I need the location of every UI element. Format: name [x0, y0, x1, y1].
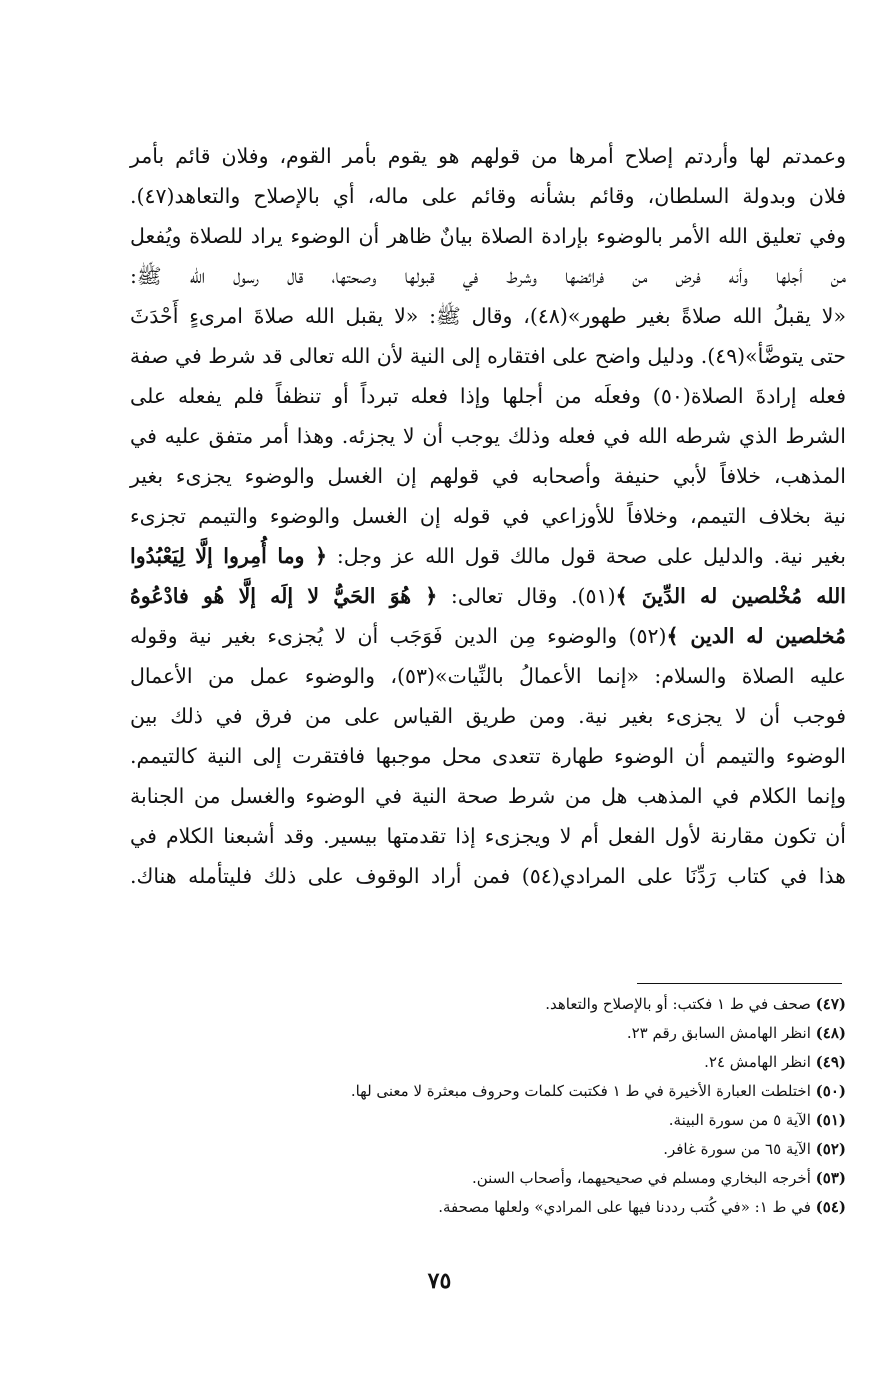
text-segment: «لا يقبلُ الله صلاةً بغير طهور»(٤٨)، وقال ﷺ: «لا يقبل الله صلاةَ امرىءٍ أَحْدَثَ [130, 304, 846, 328]
footnote-number: (٥٣) [815, 1169, 846, 1187]
text-line [130, 136, 846, 176]
text-segment: وإنما الكلام في المذهب هل من شرط صحة النية في الوضوء والغسل من الجنابة [130, 784, 846, 808]
text-line [130, 456, 846, 496]
text-line [130, 216, 846, 256]
text-line [130, 696, 846, 736]
text-segment: نية بخلاف التيمم، وخلافاً للأوزاعي في قوله إن الغسل والوضوء والتيمم تجزىء [130, 504, 846, 528]
footnote-text: اختلطت العبارة الأخيرة في ط ١ فكتبت كلمات وحروف مبعثرة لا معنى لها. [350, 1082, 811, 1100]
footnote-number: (٥٠) [815, 1082, 846, 1100]
footnote-separator [637, 983, 842, 984]
text-line [129, 336, 846, 376]
text-segment: فلان وبدولة السلطان، وقائم بشأنه وقائم على ماله، أي بالإصلاح والتعاهد(٤٧). [130, 184, 846, 208]
footnote-number: (٥١) [815, 1111, 846, 1129]
footnote [200, 1106, 846, 1135]
page-number: ٧٥ [427, 1268, 452, 1294]
quran-quote: مُخلصين له الدين ﴾ [666, 624, 846, 648]
quran-quote: ﴿ هُوَ الحَيُّ لا إلَه إلَّا هُو فادْعُوهُ [130, 584, 438, 608]
text-segment: المذهب، خلافاً لأبي حنيفة وأصحابه في قولهم إن الغسل والوضوء يجزىء بغير [130, 464, 846, 488]
footnote-number: (٥٢) [815, 1140, 846, 1158]
footnote-text: في ط ١: «في كُتب رددنا فيها على المرادي» ولعلها مصحفة. [438, 1198, 811, 1216]
text-line [130, 656, 846, 696]
text-line [130, 856, 846, 896]
footnote [200, 1019, 846, 1048]
footnote [200, 1135, 846, 1164]
footnote-number: (٥٤) [815, 1198, 846, 1216]
text-segment: الوضوء والتيمم أن الوضوء طهارة تتعدى محل موجبها فافتقرت إلى النية كالتيمم. [130, 744, 846, 768]
footnote-text: أخرجه البخاري ومسلم في صحيحيهما، وأصحاب السنن. [471, 1169, 811, 1187]
footnote-text: انظر الهامش ٢٤. [704, 1053, 811, 1071]
text-segment: وعمدتم لها وأردتم إصلاح أمرها من قولهم هو يقوم بأمر القوم، وفلان قائم بأمر [130, 144, 846, 168]
footnote-text: الآية ٥ من سورة البينة. [668, 1111, 811, 1129]
footnote [200, 1048, 846, 1077]
footnote-number: (٤٩) [815, 1053, 846, 1071]
text-line [130, 256, 846, 296]
text-line [130, 416, 846, 456]
text-segment: حتى يتوضَّأ»(٤٩). ودليل واضح على افتقاره إلى النية لأن الله تعالى قد شرط في صفة [129, 344, 846, 368]
text-segment: هذا في كتاب رَدِّنَا على المرادي(٥٤) فمن أراد الوقوف على ذلك فليتأمله هناك. [130, 864, 846, 888]
text-line [130, 176, 846, 216]
footnotes [200, 990, 846, 1222]
footnote-text: الآية ٦٥ من سورة غافر. [663, 1140, 811, 1158]
quran-quote: ﴿ وما أُمِروا إلَّا لِيَعْبُدُوا [130, 544, 327, 568]
quran-quote: الله مُخْلصين له الدِّينَ ﴾ [615, 584, 846, 608]
text-segment: عليه الصلاة والسلام: «إنما الأعمالُ بالنِّيات»(٥٣)، والوضوء عمل من الأعمال [130, 664, 846, 688]
text-segment: وفي تعليق الله الأمر بالوضوء بإرادة الصلاة بيانٌ ظاهر أن الوضوء يراد للصلاة ويُفعل [130, 224, 846, 248]
text-segment: (٥١). وقال تعالى: [437, 584, 616, 608]
text-line [130, 496, 846, 536]
footnote-number: (٤٧) [815, 995, 846, 1013]
footnote-text: صحف في ط ١ فكتب: أو بالإصلاح والتعاهد. [545, 995, 811, 1013]
footnote [200, 1193, 846, 1222]
text-line [130, 576, 846, 616]
text-line [130, 776, 846, 816]
text-line [130, 736, 846, 776]
text-segment: الشرط الذي شرطه الله في فعله وذلك يوجب أن لا يجزئه. وهذا أمر متفق عليه في [130, 424, 846, 448]
footnote [200, 1077, 846, 1106]
text-line [130, 616, 846, 656]
text-line [130, 296, 846, 336]
text-line [130, 536, 846, 576]
footnote [200, 1164, 846, 1193]
text-segment: (٥٢) والوضوء مِن الدين فَوَجَب أن لا يُجزىء بغير نية وقوله [130, 624, 667, 648]
text-segment: فوجب أن لا يجزىء بغير نية. ومن طريق القياس على من فرق في ذلك بين [130, 704, 846, 728]
footnote-number: (٤٨) [815, 1024, 846, 1042]
main-text [130, 136, 846, 896]
footnote-text: انظر الهامش السابق رقم ٢٣. [626, 1024, 811, 1042]
text-segment: من أجلها وأنه فرض من فرائضها وشرط في قبولها وصحتها، قال رسول الله ﷺ: [130, 264, 846, 288]
text-segment: أن تكون مقارنة لأول الفعل أم لا ويجزىء إذا تقدمتها بيسير. وقد أشبعنا الكلام في [130, 824, 846, 848]
text-segment: فعله إرادةَ الصلاة(٥٠) وفعلَه من أجلها وإذا فعله تبرداً أو تنظفاً فلم يفعله على [130, 384, 846, 408]
footnote [200, 990, 846, 1019]
text-line [130, 376, 846, 416]
text-line [130, 816, 846, 856]
text-segment: بغير نية. والدليل على صحة قول مالك قول الله عز وجل: [326, 544, 846, 568]
